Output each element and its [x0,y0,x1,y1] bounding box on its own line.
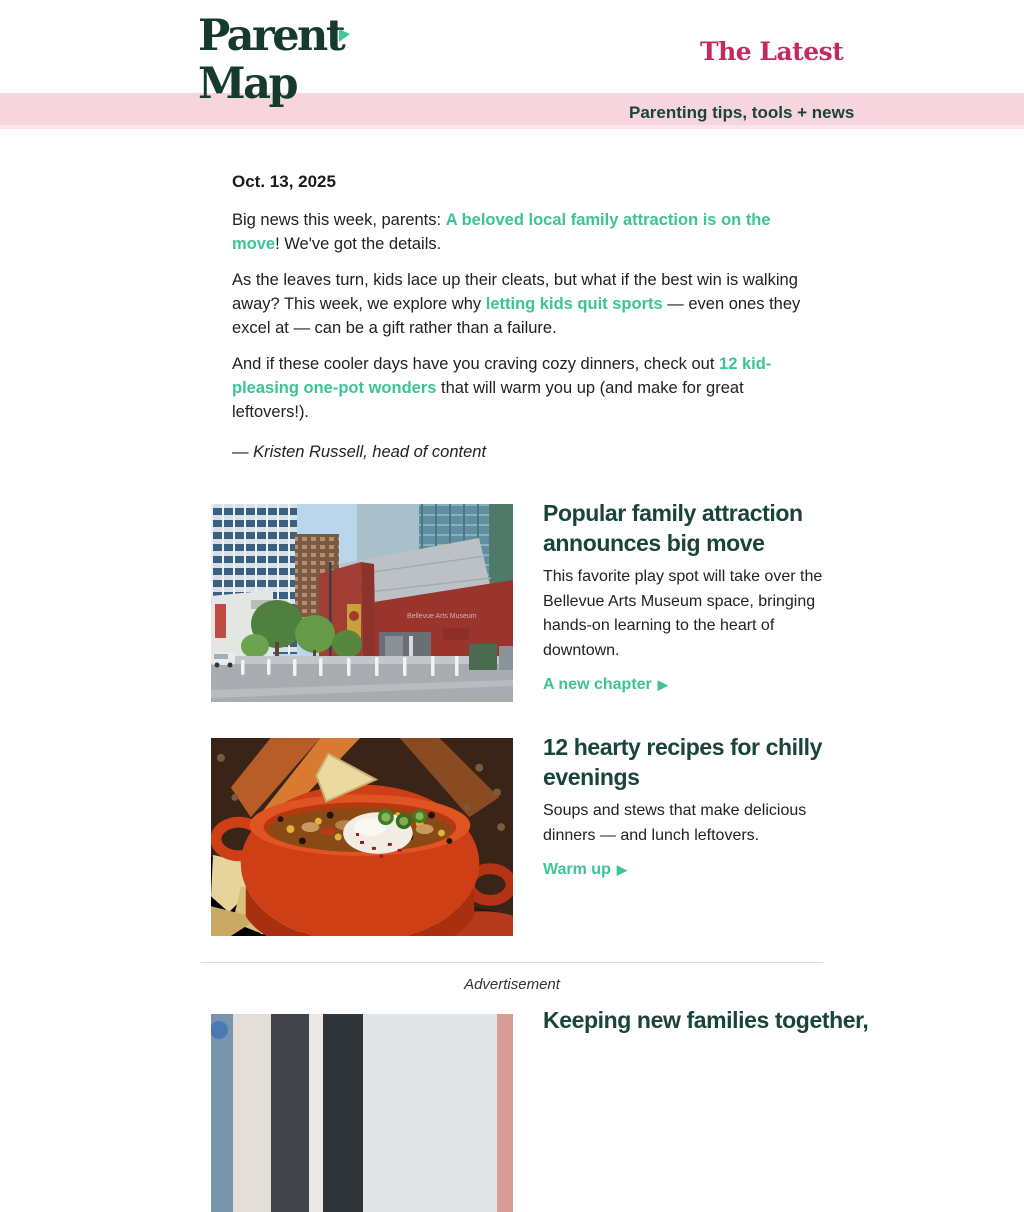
advertisement-label: Advertisement [464,976,560,993]
article-title[interactable]: Keeping new families together, [543,1007,869,1033]
parentmap-logo[interactable] [198,12,343,108]
article-card-attraction [211,498,851,702]
cta-label: Warm up [543,861,611,878]
logo-line-1: Parent [198,11,344,61]
article-text-column [543,1005,869,1212]
quit-sports-link[interactable]: letting kids quit sports [485,295,663,313]
article-text-column [543,498,849,702]
article-description: This favorite play spot will take over the Bellevue Arts Museum space, bringing hands-on learning to the heart of downtown. [543,568,823,659]
article-text-column [543,732,849,936]
paragraph-text: ! We've got the details. [275,235,442,253]
article-title[interactable]: 12 hearty recipes for chilly evenings [543,734,822,790]
intro-section [232,172,822,464]
paragraph-text: — even ones they excel at — can be a gift rather than a failure. [232,295,801,337]
paragraph-text: And if these cooler days have you craving cozy dinners, check out [232,355,720,373]
play-arrow-icon: ▶ [657,677,668,692]
article-cta-link[interactable] [543,861,627,879]
issue-date: Oct. 13, 2025 [232,172,336,191]
article-title[interactable]: Popular family attraction announces big move [543,500,803,556]
intro-paragraph [232,352,822,424]
play-arrow-icon: ▶ [616,862,627,877]
family-support-photo[interactable] [211,1014,513,1212]
museum-sign-text: Bellevue Arts Museum [407,613,477,620]
intro-paragraph [232,268,822,340]
section-divider [201,962,823,963]
attraction-move-link[interactable]: A beloved local family attraction is on the move [232,211,771,253]
pink-banner [0,93,1024,129]
logo-accent-triangle-icon [339,29,350,42]
newsletter-title: The Latest [700,37,844,66]
newsletter-header [0,0,1024,133]
logo-line-2: Map [198,59,297,109]
article-card-families [211,1005,869,1212]
chili-soup-bowl-photo[interactable] [211,738,513,936]
newsletter-tagline: Parenting tips, tools + news [629,103,855,122]
bellevue-arts-museum-photo[interactable] [211,504,513,702]
intro-paragraph [232,208,822,256]
one-pot-wonders-link[interactable]: 12 kid-pleasing one-pot wonders [232,355,772,397]
editor-byline: — Kristen Russell, head of content [232,443,487,461]
paragraph-text: Big news this week, parents: [232,211,446,229]
cta-label: A new chapter [543,676,652,693]
paragraph-text: As the leaves turn, kids lace up their cleats, but what if the best win is walking away? This week, we explore why [232,271,798,313]
article-card-recipes [211,732,851,936]
article-description: Soups and stews that make delicious dinners — and lunch leftovers. [543,802,807,844]
paragraph-text: that will warm you up (and make for great leftovers!). [232,379,744,421]
article-cta-link[interactable] [543,676,668,694]
